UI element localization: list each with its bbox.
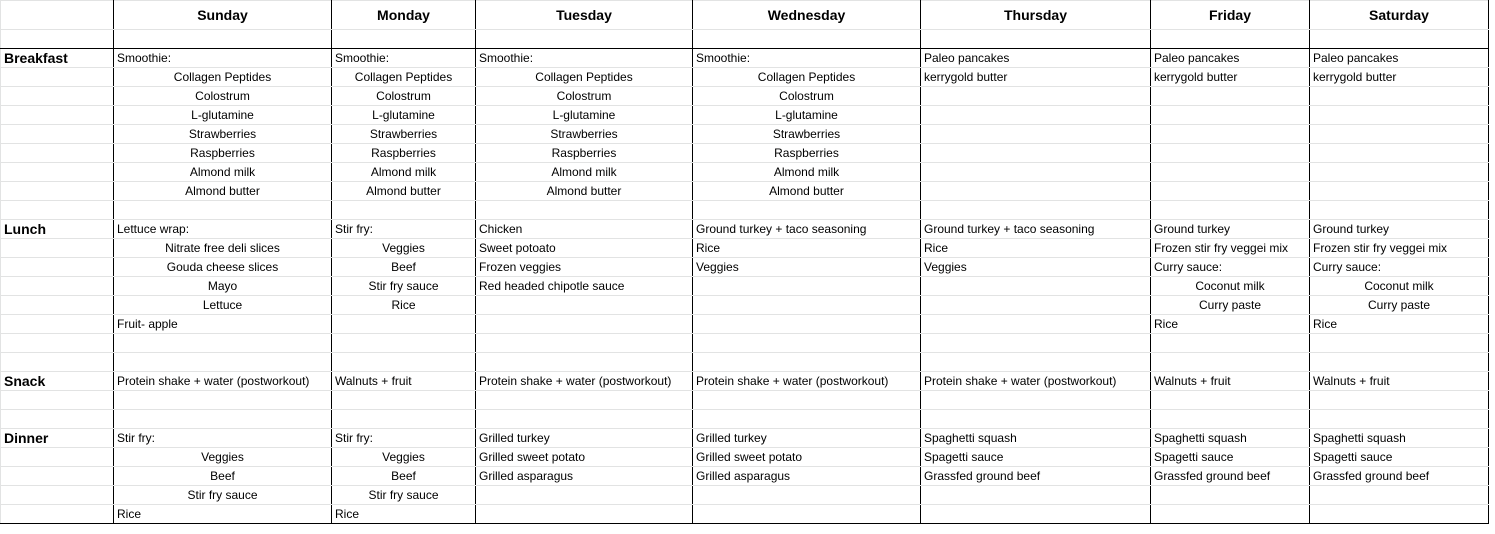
cell[interactable] bbox=[476, 296, 693, 315]
cell[interactable] bbox=[1, 353, 114, 372]
cell[interactable] bbox=[1, 277, 114, 296]
cell[interactable] bbox=[693, 201, 921, 220]
cell[interactable]: Grilled sweet potato bbox=[693, 448, 921, 467]
cell[interactable] bbox=[693, 505, 921, 524]
cell[interactable]: Protein shake + water (postworkout) bbox=[693, 372, 921, 391]
corner-cell[interactable] bbox=[1, 1, 114, 30]
cell[interactable]: Almond butter bbox=[332, 182, 476, 201]
cell[interactable]: Beef bbox=[114, 467, 332, 486]
cell[interactable]: Nitrate free deli slices bbox=[114, 239, 332, 258]
cell[interactable] bbox=[1310, 30, 1489, 49]
cell[interactable] bbox=[693, 315, 921, 334]
cell[interactable] bbox=[1, 239, 114, 258]
cell[interactable] bbox=[114, 334, 332, 353]
cell[interactable] bbox=[1, 296, 114, 315]
cell[interactable]: Collagen Peptides bbox=[114, 68, 332, 87]
cell[interactable]: Almond milk bbox=[476, 163, 693, 182]
cell[interactable]: Grilled asparagus bbox=[476, 467, 693, 486]
cell[interactable] bbox=[1310, 87, 1489, 106]
cell[interactable] bbox=[693, 486, 921, 505]
cell[interactable]: Grassfed ground beef bbox=[1151, 467, 1310, 486]
cell[interactable]: Stir fry: bbox=[114, 429, 332, 448]
cell[interactable] bbox=[476, 353, 693, 372]
cell[interactable] bbox=[1151, 486, 1310, 505]
cell[interactable]: Chicken bbox=[476, 220, 693, 239]
cell[interactable] bbox=[476, 486, 693, 505]
cell[interactable]: Colostrum bbox=[693, 87, 921, 106]
cell[interactable]: Gouda cheese slices bbox=[114, 258, 332, 277]
cell[interactable]: Veggies bbox=[332, 448, 476, 467]
cell[interactable]: Stir fry sauce bbox=[114, 486, 332, 505]
cell[interactable]: Raspberries bbox=[332, 144, 476, 163]
cell[interactable]: Spaghetti squash bbox=[1310, 429, 1489, 448]
cell[interactable] bbox=[332, 410, 476, 429]
row-label-snack[interactable]: Snack bbox=[1, 372, 114, 391]
cell[interactable]: Raspberries bbox=[114, 144, 332, 163]
cell[interactable]: Veggies bbox=[114, 448, 332, 467]
header-sunday[interactable]: Sunday bbox=[114, 1, 332, 30]
cell[interactable] bbox=[1310, 182, 1489, 201]
cell[interactable]: Mayo bbox=[114, 277, 332, 296]
cell[interactable] bbox=[693, 277, 921, 296]
cell[interactable] bbox=[1310, 353, 1489, 372]
cell[interactable]: Protein shake + water (postworkout) bbox=[921, 372, 1151, 391]
cell[interactable]: L-glutamine bbox=[332, 106, 476, 125]
cell[interactable]: Ground turkey bbox=[1310, 220, 1489, 239]
cell[interactable] bbox=[921, 296, 1151, 315]
cell[interactable] bbox=[1, 410, 114, 429]
cell[interactable] bbox=[1, 163, 114, 182]
cell[interactable]: L-glutamine bbox=[693, 106, 921, 125]
cell[interactable] bbox=[921, 201, 1151, 220]
cell[interactable] bbox=[693, 334, 921, 353]
cell[interactable]: Collagen Peptides bbox=[332, 68, 476, 87]
cell[interactable]: Raspberries bbox=[693, 144, 921, 163]
cell[interactable]: Stir fry sauce bbox=[332, 277, 476, 296]
cell[interactable]: Spaghetti squash bbox=[921, 429, 1151, 448]
cell[interactable] bbox=[1151, 30, 1310, 49]
cell[interactable]: Frozen stir fry veggei mix bbox=[1151, 239, 1310, 258]
cell[interactable]: Veggies bbox=[332, 239, 476, 258]
cell[interactable]: Walnuts + fruit bbox=[1151, 372, 1310, 391]
cell[interactable]: Almond milk bbox=[693, 163, 921, 182]
cell[interactable]: Rice bbox=[1151, 315, 1310, 334]
cell[interactable] bbox=[1151, 353, 1310, 372]
cell[interactable] bbox=[1, 182, 114, 201]
cell[interactable] bbox=[1, 315, 114, 334]
cell[interactable]: Strawberries bbox=[332, 125, 476, 144]
cell[interactable]: Stir fry: bbox=[332, 429, 476, 448]
cell[interactable] bbox=[693, 296, 921, 315]
cell[interactable]: Rice bbox=[332, 505, 476, 524]
cell[interactable] bbox=[1, 106, 114, 125]
cell[interactable]: Rice bbox=[693, 239, 921, 258]
cell[interactable] bbox=[114, 201, 332, 220]
cell[interactable] bbox=[476, 315, 693, 334]
cell[interactable]: Ground turkey + taco seasoning bbox=[921, 220, 1151, 239]
cell[interactable] bbox=[693, 353, 921, 372]
cell[interactable] bbox=[1, 467, 114, 486]
cell[interactable]: Grilled turkey bbox=[693, 429, 921, 448]
cell[interactable]: Sweet potoato bbox=[476, 239, 693, 258]
cell[interactable] bbox=[1310, 201, 1489, 220]
cell[interactable]: Rice bbox=[921, 239, 1151, 258]
cell[interactable] bbox=[332, 315, 476, 334]
cell[interactable]: Lettuce bbox=[114, 296, 332, 315]
cell[interactable] bbox=[476, 334, 693, 353]
cell[interactable] bbox=[921, 30, 1151, 49]
cell[interactable]: Beef bbox=[332, 467, 476, 486]
cell[interactable] bbox=[114, 410, 332, 429]
cell[interactable] bbox=[921, 334, 1151, 353]
cell[interactable] bbox=[1151, 163, 1310, 182]
cell[interactable] bbox=[1, 125, 114, 144]
header-tuesday[interactable]: Tuesday bbox=[476, 1, 693, 30]
cell[interactable] bbox=[1, 505, 114, 524]
cell[interactable] bbox=[921, 410, 1151, 429]
cell[interactable] bbox=[1310, 391, 1489, 410]
cell[interactable] bbox=[476, 410, 693, 429]
cell[interactable]: Paleo pancakes bbox=[1151, 49, 1310, 68]
cell[interactable]: Paleo pancakes bbox=[1310, 49, 1489, 68]
cell[interactable] bbox=[1310, 486, 1489, 505]
cell[interactable] bbox=[921, 87, 1151, 106]
cell[interactable] bbox=[1151, 106, 1310, 125]
cell[interactable]: Smoothie: bbox=[332, 49, 476, 68]
cell[interactable]: L-glutamine bbox=[114, 106, 332, 125]
cell[interactable] bbox=[1, 144, 114, 163]
cell[interactable] bbox=[921, 505, 1151, 524]
cell[interactable] bbox=[1151, 182, 1310, 201]
cell[interactable] bbox=[1, 87, 114, 106]
cell[interactable]: Beef bbox=[332, 258, 476, 277]
cell[interactable]: Smoothie: bbox=[693, 49, 921, 68]
cell[interactable] bbox=[476, 391, 693, 410]
cell[interactable]: Curry paste bbox=[1151, 296, 1310, 315]
cell[interactable] bbox=[1310, 505, 1489, 524]
cell[interactable] bbox=[1310, 334, 1489, 353]
cell[interactable]: Colostrum bbox=[332, 87, 476, 106]
cell[interactable]: Paleo pancakes bbox=[921, 49, 1151, 68]
cell[interactable] bbox=[332, 334, 476, 353]
header-saturday[interactable]: Saturday bbox=[1310, 1, 1489, 30]
cell[interactable]: Veggies bbox=[921, 258, 1151, 277]
cell[interactable] bbox=[1310, 410, 1489, 429]
cell[interactable]: Frozen veggies bbox=[476, 258, 693, 277]
cell[interactable]: Curry paste bbox=[1310, 296, 1489, 315]
header-friday[interactable]: Friday bbox=[1151, 1, 1310, 30]
cell[interactable]: kerrygold butter bbox=[1151, 68, 1310, 87]
cell[interactable] bbox=[921, 486, 1151, 505]
cell[interactable]: Curry sauce: bbox=[1310, 258, 1489, 277]
cell[interactable] bbox=[332, 391, 476, 410]
cell[interactable]: Almond milk bbox=[332, 163, 476, 182]
cell[interactable]: Protein shake + water (postworkout) bbox=[114, 372, 332, 391]
cell[interactable]: Fruit- apple bbox=[114, 315, 332, 334]
cell[interactable]: Walnuts + fruit bbox=[332, 372, 476, 391]
cell[interactable]: Protein shake + water (postworkout) bbox=[476, 372, 693, 391]
cell[interactable]: Grassfed ground beef bbox=[1310, 467, 1489, 486]
cell[interactable] bbox=[693, 391, 921, 410]
cell[interactable]: Rice bbox=[1310, 315, 1489, 334]
cell[interactable]: Ground turkey + taco seasoning bbox=[693, 220, 921, 239]
cell[interactable] bbox=[1, 448, 114, 467]
cell[interactable]: Frozen stir fry veggei mix bbox=[1310, 239, 1489, 258]
cell[interactable] bbox=[1310, 125, 1489, 144]
cell[interactable]: Rice bbox=[114, 505, 332, 524]
cell[interactable]: Strawberries bbox=[476, 125, 693, 144]
cell[interactable] bbox=[1151, 144, 1310, 163]
cell[interactable] bbox=[921, 125, 1151, 144]
cell[interactable]: Walnuts + fruit bbox=[1310, 372, 1489, 391]
cell[interactable] bbox=[1, 201, 114, 220]
cell[interactable] bbox=[1, 486, 114, 505]
cell[interactable] bbox=[921, 391, 1151, 410]
cell[interactable]: Spagetti sauce bbox=[1151, 448, 1310, 467]
cell[interactable] bbox=[1, 30, 114, 49]
cell[interactable] bbox=[1151, 87, 1310, 106]
cell[interactable] bbox=[921, 106, 1151, 125]
cell[interactable] bbox=[1310, 144, 1489, 163]
cell[interactable] bbox=[693, 30, 921, 49]
cell[interactable] bbox=[693, 410, 921, 429]
header-monday[interactable]: Monday bbox=[332, 1, 476, 30]
cell[interactable] bbox=[114, 353, 332, 372]
cell[interactable] bbox=[476, 30, 693, 49]
cell[interactable]: Grassfed ground beef bbox=[921, 467, 1151, 486]
cell[interactable]: Colostrum bbox=[476, 87, 693, 106]
cell[interactable]: Grilled turkey bbox=[476, 429, 693, 448]
cell[interactable] bbox=[1, 334, 114, 353]
cell[interactable]: kerrygold butter bbox=[1310, 68, 1489, 87]
cell[interactable] bbox=[1, 68, 114, 87]
cell[interactable] bbox=[921, 182, 1151, 201]
cell[interactable] bbox=[1151, 505, 1310, 524]
cell[interactable] bbox=[1151, 334, 1310, 353]
cell[interactable] bbox=[1310, 163, 1489, 182]
cell[interactable]: Spaghetti squash bbox=[1151, 429, 1310, 448]
cell[interactable] bbox=[921, 315, 1151, 334]
cell[interactable]: Lettuce wrap: bbox=[114, 220, 332, 239]
cell[interactable]: Coconut milk bbox=[1310, 277, 1489, 296]
cell[interactable]: Grilled asparagus bbox=[693, 467, 921, 486]
cell[interactable] bbox=[1310, 106, 1489, 125]
cell[interactable]: Smoothie: bbox=[476, 49, 693, 68]
cell[interactable]: Almond butter bbox=[114, 182, 332, 201]
cell[interactable]: Almond butter bbox=[693, 182, 921, 201]
cell[interactable]: Spagetti sauce bbox=[1310, 448, 1489, 467]
cell[interactable]: Colostrum bbox=[114, 87, 332, 106]
header-wednesday[interactable]: Wednesday bbox=[693, 1, 921, 30]
cell[interactable]: Stir fry sauce bbox=[332, 486, 476, 505]
row-label-dinner[interactable]: Dinner bbox=[1, 429, 114, 448]
cell[interactable]: Strawberries bbox=[114, 125, 332, 144]
cell[interactable] bbox=[1151, 201, 1310, 220]
cell[interactable]: Almond milk bbox=[114, 163, 332, 182]
cell[interactable]: Curry sauce: bbox=[1151, 258, 1310, 277]
cell[interactable] bbox=[1, 258, 114, 277]
cell[interactable]: Collagen Peptides bbox=[476, 68, 693, 87]
cell[interactable]: Stir fry: bbox=[332, 220, 476, 239]
cell[interactable] bbox=[1151, 391, 1310, 410]
cell[interactable] bbox=[921, 144, 1151, 163]
cell[interactable] bbox=[332, 201, 476, 220]
cell[interactable] bbox=[1, 391, 114, 410]
cell[interactable]: Grilled sweet potato bbox=[476, 448, 693, 467]
cell[interactable] bbox=[921, 277, 1151, 296]
cell[interactable]: Smoothie: bbox=[114, 49, 332, 68]
cell[interactable] bbox=[476, 505, 693, 524]
cell[interactable] bbox=[114, 391, 332, 410]
cell[interactable]: Rice bbox=[332, 296, 476, 315]
cell[interactable] bbox=[332, 353, 476, 372]
cell[interactable]: Ground turkey bbox=[1151, 220, 1310, 239]
cell[interactable] bbox=[1151, 125, 1310, 144]
cell[interactable] bbox=[332, 30, 476, 49]
cell[interactable] bbox=[1151, 410, 1310, 429]
cell[interactable]: Collagen Peptides bbox=[693, 68, 921, 87]
header-thursday[interactable]: Thursday bbox=[921, 1, 1151, 30]
row-label-lunch[interactable]: Lunch bbox=[1, 220, 114, 239]
cell[interactable]: L-glutamine bbox=[476, 106, 693, 125]
cell[interactable]: Almond butter bbox=[476, 182, 693, 201]
cell[interactable]: Red headed chipotle sauce bbox=[476, 277, 693, 296]
cell[interactable]: Coconut milk bbox=[1151, 277, 1310, 296]
cell[interactable]: Raspberries bbox=[476, 144, 693, 163]
cell[interactable] bbox=[114, 30, 332, 49]
cell[interactable]: kerrygold butter bbox=[921, 68, 1151, 87]
cell[interactable] bbox=[921, 353, 1151, 372]
cell[interactable] bbox=[921, 163, 1151, 182]
cell[interactable]: Spagetti sauce bbox=[921, 448, 1151, 467]
cell[interactable] bbox=[476, 201, 693, 220]
cell[interactable]: Veggies bbox=[693, 258, 921, 277]
cell[interactable]: Strawberries bbox=[693, 125, 921, 144]
row-label-breakfast[interactable]: Breakfast bbox=[1, 49, 114, 68]
